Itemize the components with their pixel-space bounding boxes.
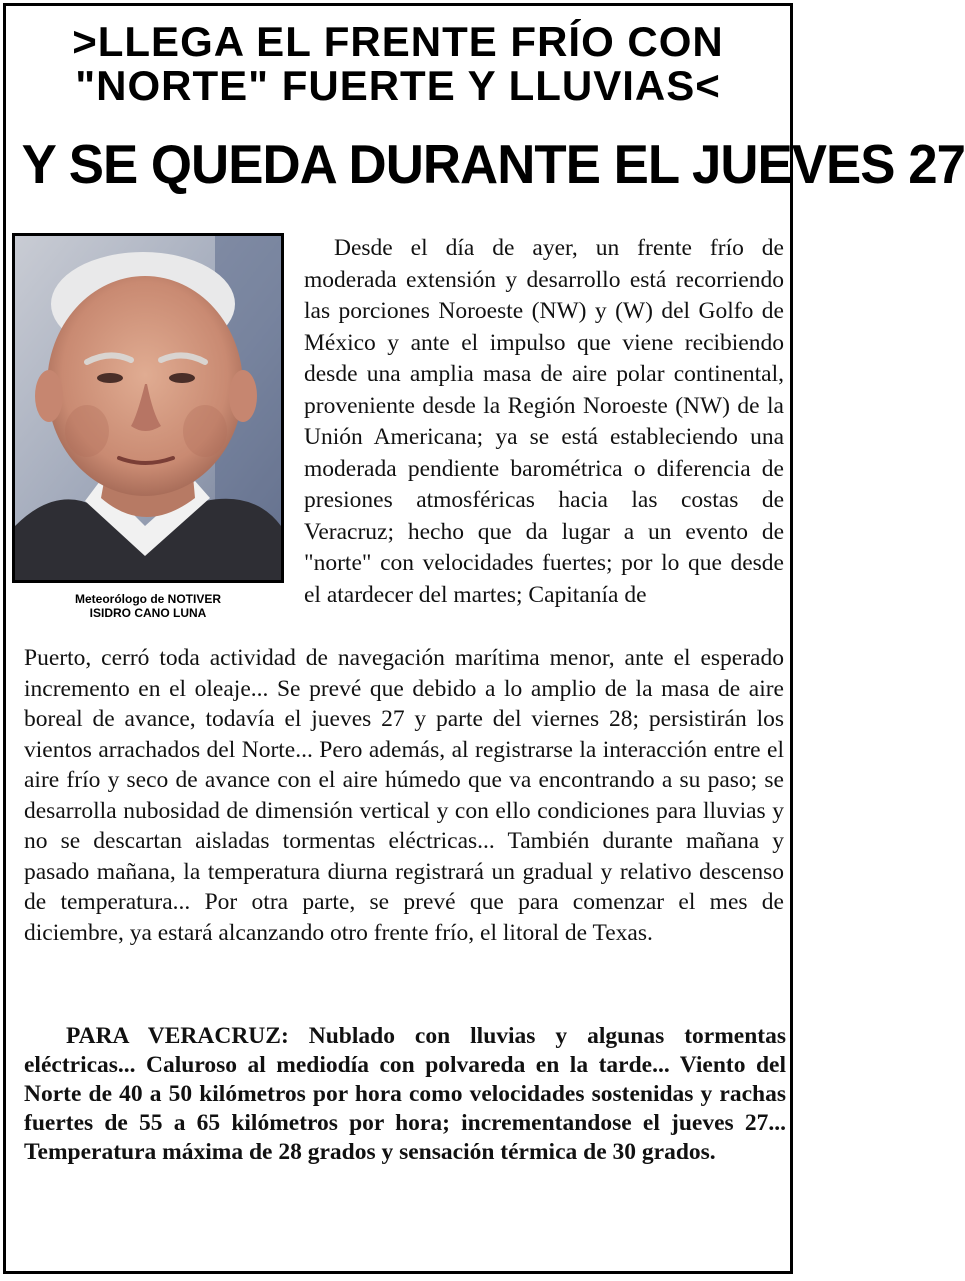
forecast-paragraph: PARA VERACRUZ: Nublado con lluvias y algunas tormentas eléctricas... Caluroso al mediodía con polvareda en la tarde... Viento del Norte de 40 a 50 kilómetros por hora como velocidades sostenidas y rachas fuertes de 55 a 65 kilómetros por hora; incrementandose el jueves 27... Temperatura máxima de 28 grados y sensación térmica de 30 grados. — [24, 1023, 786, 1165]
headline-line-2: "NORTE" FUERTE Y LLUVIAS< — [75, 62, 721, 109]
meteorologist-photo — [12, 233, 284, 583]
article-frame — [3, 3, 965, 1274]
caption-line-2: ISIDRO CANO LUNA — [89, 606, 207, 620]
headline-line-1: >LLEGA EL FRENTE FRÍO CON — [72, 18, 724, 65]
caption-line-1: Meteorólogo de NOTIVER — [74, 592, 221, 606]
headline-line-3: Y SE QUEDA DURANTE EL JUEVES 27 — [21, 133, 965, 195]
portrait-illustration — [15, 236, 281, 580]
body-paragraph-1-continued: Puerto, cerró toda actividad de navegación marítima menor, ante el esperado incremento en el oleaje... Se prevé que debido a lo amplio de la masa de aire boreal de avance, todavía el jueves 27 y parte del viernes 28; persistirán los vientos arrachados del Norte... Pero además, al registrarse la interacción entre el aire frío y seco de avance con el aire húmedo que va encontrando a su paso; se desarrolla nubosidad de dimensión vertical y con ello condiciones para lluvias y no se descartan aisladas tormentas eléctricas... También durante mañana y pasado mañana, la temperatura diurna registrará un gradual y relativo descenso de temperatura... Por otra parte, se prevé que para comenzar el mes de diciembre, ya estará alcanzando otro frente frío, el litoral de Texas. — [24, 645, 784, 946]
body-paragraph-1: Desde el día de ayer, un frente frío de moderada extensión y desarrollo está recorriendo las porciones Noroeste (NW) y (W) del Golfo de México y ante el impulso que viene recibiendo desde una amplia masa de aire polar continental, proveniente desde la Región Noroeste (NW) de la Unión Americana; ya se está estableciendo una moderada pendiente barométrica o diferencia de presiones atmosféricas hacia las costas de Veracruz; hecho que da lugar a un evento de "norte" con velocidades fuertes; por lo que desde el atardecer del martes; Capitanía de — [304, 235, 784, 608]
photo-caption — [12, 592, 284, 620]
